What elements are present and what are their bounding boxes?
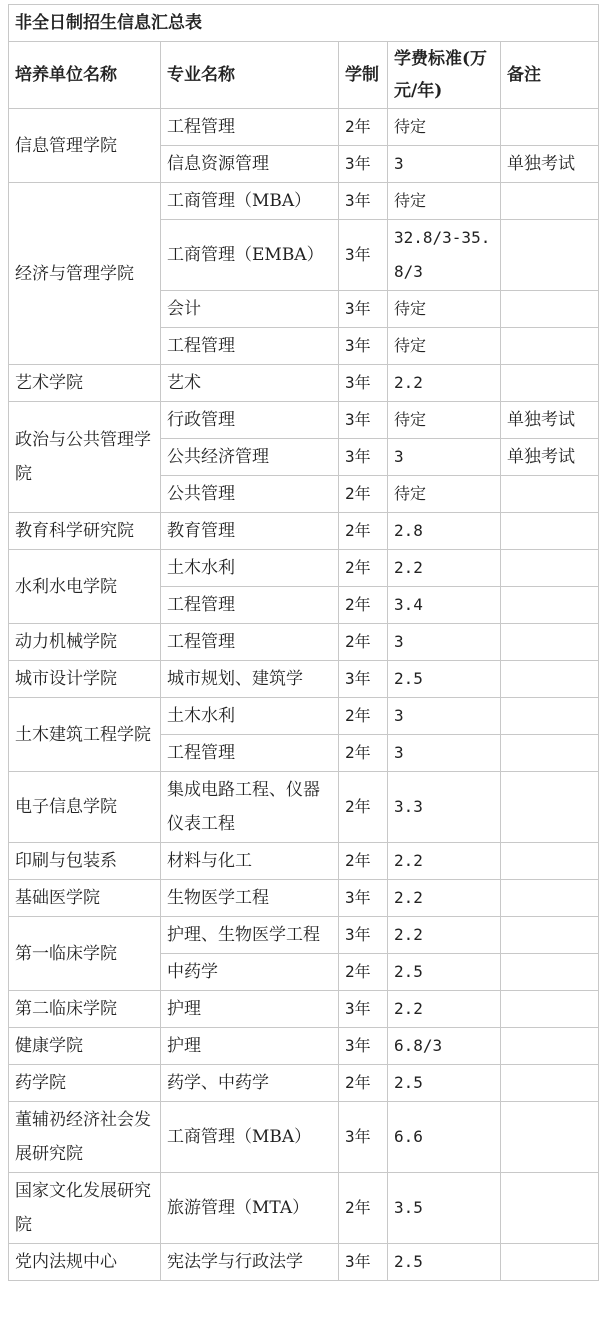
major-name-cell: 护理、生物医学工程 bbox=[161, 917, 339, 954]
years-cell: 3年 bbox=[339, 1102, 388, 1173]
note-cell bbox=[501, 328, 599, 365]
table-row bbox=[9, 698, 599, 735]
unit-name-cell: 基础医学院 bbox=[9, 880, 161, 917]
table-row bbox=[9, 402, 599, 439]
unit-name-cell: 经济与管理学院 bbox=[9, 183, 161, 365]
years-cell: 3年 bbox=[339, 661, 388, 698]
fee-cell: 2.8 bbox=[388, 513, 501, 550]
fee-cell: 3.4 bbox=[388, 587, 501, 624]
fee-cell: 6.6 bbox=[388, 1102, 501, 1173]
table-row bbox=[9, 1028, 599, 1065]
major-name-cell: 土木水利 bbox=[161, 698, 339, 735]
note-cell bbox=[501, 183, 599, 220]
fee-cell: 3 bbox=[388, 735, 501, 772]
years-cell: 3年 bbox=[339, 220, 388, 291]
major-name-cell: 护理 bbox=[161, 1028, 339, 1065]
unit-name-cell: 水利水电学院 bbox=[9, 550, 161, 624]
table-title: 非全日制招生信息汇总表 bbox=[9, 5, 599, 42]
unit-name-cell: 政治与公共管理学院 bbox=[9, 402, 161, 513]
years-cell: 3年 bbox=[339, 291, 388, 328]
major-name-cell: 行政管理 bbox=[161, 402, 339, 439]
fee-cell: 待定 bbox=[388, 402, 501, 439]
fee-cell: 2.2 bbox=[388, 365, 501, 402]
years-cell: 2年 bbox=[339, 550, 388, 587]
major-name-cell: 宪法学与行政法学 bbox=[161, 1244, 339, 1281]
note-cell bbox=[501, 1065, 599, 1102]
fee-cell: 3.3 bbox=[388, 772, 501, 843]
table-row bbox=[9, 183, 599, 220]
major-name-cell: 工程管理 bbox=[161, 109, 339, 146]
note-cell bbox=[501, 1028, 599, 1065]
note-cell bbox=[501, 954, 599, 991]
note-cell bbox=[501, 624, 599, 661]
table-row bbox=[9, 1173, 599, 1244]
fee-cell: 2.5 bbox=[388, 1065, 501, 1102]
years-cell: 2年 bbox=[339, 772, 388, 843]
years-cell: 2年 bbox=[339, 698, 388, 735]
major-name-cell: 工商管理（MBA） bbox=[161, 183, 339, 220]
years-cell: 3年 bbox=[339, 991, 388, 1028]
fee-cell: 3 bbox=[388, 439, 501, 476]
table-body bbox=[9, 109, 599, 1281]
note-cell bbox=[501, 735, 599, 772]
major-name-cell: 工程管理 bbox=[161, 587, 339, 624]
note-cell bbox=[501, 587, 599, 624]
note-cell bbox=[501, 698, 599, 735]
table-row bbox=[9, 772, 599, 843]
unit-name-cell: 第二临床学院 bbox=[9, 991, 161, 1028]
note-cell bbox=[501, 880, 599, 917]
fee-cell: 2.2 bbox=[388, 880, 501, 917]
note-cell bbox=[501, 513, 599, 550]
years-cell: 3年 bbox=[339, 439, 388, 476]
major-name-cell: 旅游管理（MTA） bbox=[161, 1173, 339, 1244]
table-row bbox=[9, 917, 599, 954]
major-name-cell: 生物医学工程 bbox=[161, 880, 339, 917]
fee-cell: 2.2 bbox=[388, 991, 501, 1028]
note-cell bbox=[501, 1244, 599, 1281]
fee-cell: 待定 bbox=[388, 328, 501, 365]
note-cell bbox=[501, 220, 599, 291]
unit-name-cell: 国家文化发展研究院 bbox=[9, 1173, 161, 1244]
major-name-cell: 公共管理 bbox=[161, 476, 339, 513]
years-cell: 2年 bbox=[339, 624, 388, 661]
fee-cell: 32.8/3-35.8/3 bbox=[388, 220, 501, 291]
major-name-cell: 教育管理 bbox=[161, 513, 339, 550]
unit-name-cell: 第一临床学院 bbox=[9, 917, 161, 991]
major-name-cell: 药学、中药学 bbox=[161, 1065, 339, 1102]
major-name-cell: 会计 bbox=[161, 291, 339, 328]
major-name-cell: 工程管理 bbox=[161, 735, 339, 772]
fee-cell: 2.5 bbox=[388, 1244, 501, 1281]
fee-cell: 3 bbox=[388, 698, 501, 735]
years-cell: 3年 bbox=[339, 880, 388, 917]
note-cell bbox=[501, 365, 599, 402]
unit-name-cell: 教育科学研究院 bbox=[9, 513, 161, 550]
table-row bbox=[9, 991, 599, 1028]
note-cell bbox=[501, 917, 599, 954]
table-container bbox=[8, 4, 598, 1281]
table-row bbox=[9, 1065, 599, 1102]
header-unit: 培养单位名称 bbox=[9, 42, 161, 109]
table-row bbox=[9, 843, 599, 880]
note-cell bbox=[501, 109, 599, 146]
major-name-cell: 艺术 bbox=[161, 365, 339, 402]
years-cell: 3年 bbox=[339, 402, 388, 439]
major-name-cell: 中药学 bbox=[161, 954, 339, 991]
major-name-cell: 信息资源管理 bbox=[161, 146, 339, 183]
major-name-cell: 工商管理（MBA） bbox=[161, 1102, 339, 1173]
note-cell bbox=[501, 1173, 599, 1244]
fee-cell: 2.2 bbox=[388, 843, 501, 880]
fee-cell: 2.2 bbox=[388, 550, 501, 587]
table-row bbox=[9, 880, 599, 917]
major-name-cell: 土木水利 bbox=[161, 550, 339, 587]
table-row bbox=[9, 1102, 599, 1173]
unit-name-cell: 党内法规中心 bbox=[9, 1244, 161, 1281]
years-cell: 2年 bbox=[339, 513, 388, 550]
header-note: 备注 bbox=[501, 42, 599, 109]
admission-summary-table bbox=[8, 4, 599, 1281]
major-name-cell: 材料与化工 bbox=[161, 843, 339, 880]
unit-name-cell: 健康学院 bbox=[9, 1028, 161, 1065]
header-row bbox=[9, 42, 599, 109]
fee-cell: 待定 bbox=[388, 291, 501, 328]
note-cell bbox=[501, 772, 599, 843]
note-cell bbox=[501, 476, 599, 513]
years-cell: 3年 bbox=[339, 328, 388, 365]
fee-cell: 3.5 bbox=[388, 1173, 501, 1244]
title-row bbox=[9, 5, 599, 42]
note-cell bbox=[501, 843, 599, 880]
note-cell: 单独考试 bbox=[501, 402, 599, 439]
fee-cell: 待定 bbox=[388, 109, 501, 146]
major-name-cell: 集成电路工程、仪器仪表工程 bbox=[161, 772, 339, 843]
note-cell bbox=[501, 291, 599, 328]
note-cell bbox=[501, 661, 599, 698]
years-cell: 3年 bbox=[339, 917, 388, 954]
note-cell bbox=[501, 991, 599, 1028]
fee-cell: 3 bbox=[388, 624, 501, 661]
note-cell bbox=[501, 550, 599, 587]
note-cell bbox=[501, 1102, 599, 1173]
major-name-cell: 工程管理 bbox=[161, 328, 339, 365]
header-years: 学制 bbox=[339, 42, 388, 109]
fee-cell: 2.5 bbox=[388, 661, 501, 698]
years-cell: 2年 bbox=[339, 1065, 388, 1102]
major-name-cell: 工商管理（EMBA） bbox=[161, 220, 339, 291]
note-cell: 单独考试 bbox=[501, 146, 599, 183]
years-cell: 2年 bbox=[339, 587, 388, 624]
unit-name-cell: 董辅礽经济社会发展研究院 bbox=[9, 1102, 161, 1173]
unit-name-cell: 城市设计学院 bbox=[9, 661, 161, 698]
years-cell: 2年 bbox=[339, 476, 388, 513]
major-name-cell: 公共经济管理 bbox=[161, 439, 339, 476]
table-row bbox=[9, 365, 599, 402]
years-cell: 2年 bbox=[339, 843, 388, 880]
unit-name-cell: 艺术学院 bbox=[9, 365, 161, 402]
unit-name-cell: 药学院 bbox=[9, 1065, 161, 1102]
table-row bbox=[9, 624, 599, 661]
fee-cell: 3 bbox=[388, 146, 501, 183]
major-name-cell: 工程管理 bbox=[161, 624, 339, 661]
major-name-cell: 城市规划、建筑学 bbox=[161, 661, 339, 698]
note-cell: 单独考试 bbox=[501, 439, 599, 476]
table-row bbox=[9, 661, 599, 698]
table-row bbox=[9, 109, 599, 146]
fee-cell: 待定 bbox=[388, 183, 501, 220]
table-row bbox=[9, 1244, 599, 1281]
years-cell: 2年 bbox=[339, 1173, 388, 1244]
unit-name-cell: 土木建筑工程学院 bbox=[9, 698, 161, 772]
years-cell: 2年 bbox=[339, 954, 388, 991]
fee-cell: 2.5 bbox=[388, 954, 501, 991]
header-fee: 学费标准(万元/年) bbox=[388, 42, 501, 109]
unit-name-cell: 动力机械学院 bbox=[9, 624, 161, 661]
unit-name-cell: 印刷与包装系 bbox=[9, 843, 161, 880]
table-row bbox=[9, 513, 599, 550]
years-cell: 2年 bbox=[339, 109, 388, 146]
years-cell: 3年 bbox=[339, 1244, 388, 1281]
major-name-cell: 护理 bbox=[161, 991, 339, 1028]
fee-cell: 2.2 bbox=[388, 917, 501, 954]
unit-name-cell: 信息管理学院 bbox=[9, 109, 161, 183]
fee-cell: 待定 bbox=[388, 476, 501, 513]
years-cell: 3年 bbox=[339, 365, 388, 402]
table-row bbox=[9, 550, 599, 587]
years-cell: 3年 bbox=[339, 1028, 388, 1065]
header-major: 专业名称 bbox=[161, 42, 339, 109]
years-cell: 3年 bbox=[339, 146, 388, 183]
years-cell: 3年 bbox=[339, 183, 388, 220]
unit-name-cell: 电子信息学院 bbox=[9, 772, 161, 843]
years-cell: 2年 bbox=[339, 735, 388, 772]
fee-cell: 6.8/3 bbox=[388, 1028, 501, 1065]
